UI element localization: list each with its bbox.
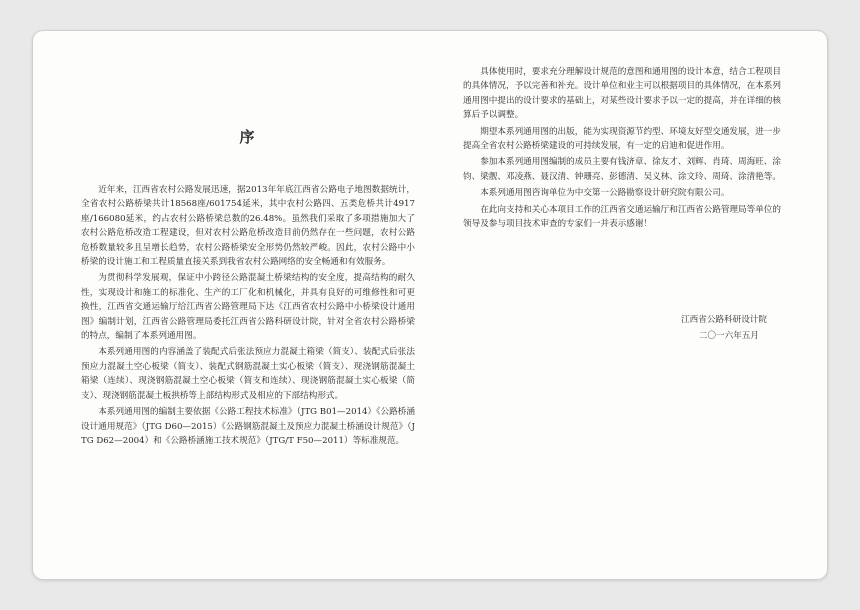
- paragraph: 具体使用时，要求充分理解设计规范的意图和通用图的设计本意，结合工程项目的具体情况，予以完善和补充。设计单位和业主可以根据项目的具体情况，在本系列通用图中提出的设计要求的基础上，对某些设计要求予以一定的提高，并在详细的核算后予以调整。: [463, 67, 781, 121]
- paragraph: 本系列通用图的编制主要依据《公路工程技术标准》（JTG B01—2014）《公路桥涵设计通用规范》（JTG D60—2015）《公路钢筋混凝土及预应力混凝土桥涵设计规范》（JTG D62—2004）和《公路桥涵施工技术规范》（JTG/T F50—2011）等标准规范。: [81, 407, 415, 446]
- signature-date: 二〇一六年五月: [698, 331, 759, 341]
- preface-title: 序: [239, 128, 257, 146]
- paragraph: 本系列通用图咨询单位为中交第一公路勘察设计研究院有限公司。: [480, 188, 730, 199]
- right-page-body: [463, 65, 781, 233]
- paragraph: 期望本系列通用图的出版，能为实现资源节约型、环境友好型交通发展，进一步提高全省农村公路桥梁建设的可持续发展，有一定的启迪和促进作用。: [463, 126, 781, 152]
- paragraph: 在此向支持和关心本项目工作的江西省交通运输厅和江西省公路管理局等单位的领导及参与项目技术审查的专家们一并表示感谢！: [463, 204, 781, 230]
- book-page-spread: [33, 31, 827, 579]
- signature-organization: 江西省公路科研设计院: [681, 315, 767, 325]
- left-page-body: [81, 183, 415, 450]
- paragraph: 为贯彻科学发展观，保证中小跨径公路混凝土桥梁结构的安全度，提高结构的耐久性，实现设计和施工的标准化、生产的工厂化和机械化，并具有良好的可维修性和可更换性，江西省交通运输厅给江西省公路管理局下达《江西省农村公路中小桥梁设计通用图》编制计划，江西省公路管理局委托江西省公路科研设计院，针对全省农村公路桥梁的特点，编制了本系列通用图。: [81, 273, 415, 342]
- paragraph: 参加本系列通用图编制的成员主要有钱济章、徐友才、刘辉、肖琦、周海旺、涂钧、梁靓、邓凌燕、聂汉清、钟珊亮、彭德清、吴义林、涂文玲、周琦、涂清艳等。: [463, 157, 781, 182]
- paragraph: 近年来，江西省农村公路发展迅速，据2013年年底江西省公路电子地图数据统计，全省农村公路桥梁共计18568座/601754延米，其中农村公路四、五类危桥共计4917座/166080延米，约占农村公路桥梁总数的26.48%。虽然我们采取了多项措施加大了农村公路危桥改造工程建设，但对农村公路危桥改造目前仍然存在一些问题，农村公路危桥数量较多且呈增长趋势，农村公路桥梁安全形势仍然较严峻。因此，农村公路中小桥梁的设计施工和工程质量直接关系到我省农村公路网络的安全畅通和有效服务。: [81, 185, 415, 268]
- paragraph: 本系列通用图的内容涵盖了装配式后张法预应力混凝土箱梁（简支）、装配式后张法预应力混凝土空心板梁（简支）、装配式钢筋混凝土实心板梁（简支）、现浇钢筋混凝土箱梁（连续）、现浇钢筋混凝土空心板梁（简支和连续）、现浇钢筋混凝土实心板梁（简支）、现浇钢筋混凝土板拱桥等上部结构形式及相应的下部结构形式。: [81, 347, 415, 401]
